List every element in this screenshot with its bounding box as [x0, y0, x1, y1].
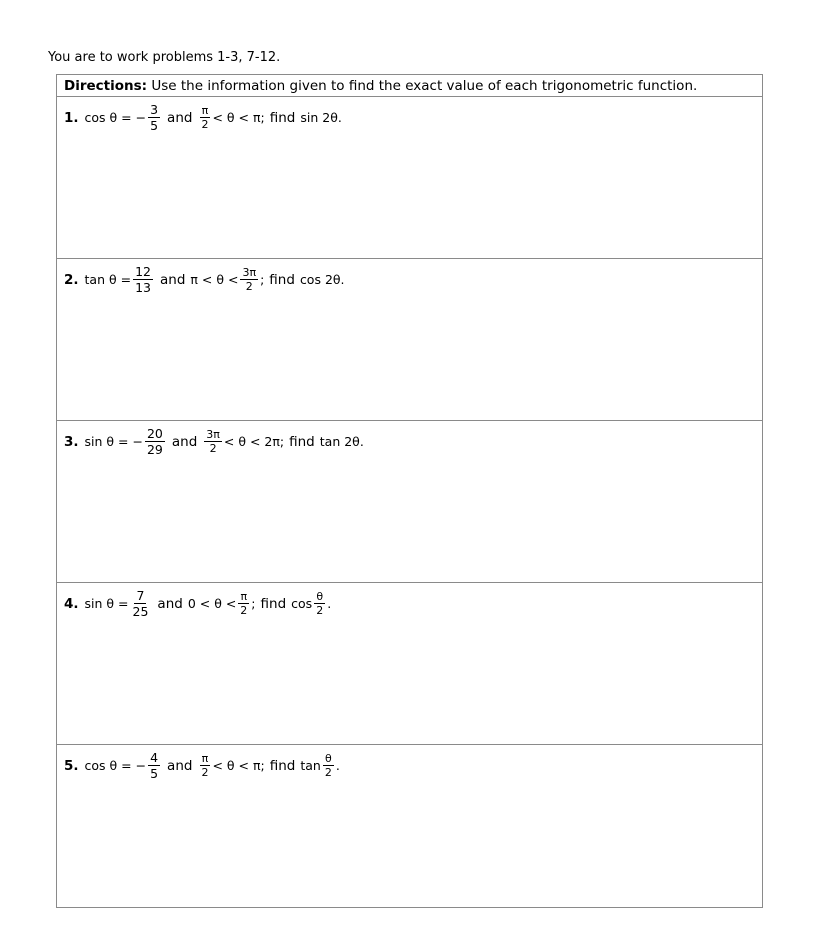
target-end: . [335, 758, 340, 773]
and-word: and [167, 109, 193, 126]
problem-1 [57, 97, 762, 259]
problem-5-statement [64, 751, 340, 780]
target-expression: cos [291, 596, 313, 611]
and-word: and [160, 271, 186, 288]
range-condition-start: 0 < θ < [187, 596, 237, 611]
find-word: find [269, 757, 296, 774]
given-fraction: $\frac{3}{5}$ [150, 102, 159, 133]
range-condition: ; [260, 272, 265, 287]
worksheet-table [56, 74, 763, 908]
assignment-note: You are to work problems 1-3, 7-12. [48, 50, 281, 65]
range-fraction: $\frac{\pi}{2}$ [201, 104, 209, 131]
target-end: . [327, 596, 332, 611]
problem-1-statement [64, 103, 342, 132]
given-fraction: $\frac{12}{13}$ [135, 264, 151, 295]
target-expression: tan 2θ. [319, 434, 364, 449]
and-word: and [171, 433, 198, 450]
target-expression: cos 2θ. [299, 272, 345, 287]
target-expression: tan [300, 758, 321, 773]
range-fraction: $\frac{3\pi}{2}$ [206, 428, 220, 455]
problem-2-statement [64, 265, 345, 294]
find-word: find [269, 109, 296, 126]
range-fraction: $\frac{\pi}{2}$ [201, 752, 209, 779]
range-fraction: $\frac{\pi}{2}$ [240, 590, 248, 617]
and-word: and [167, 757, 193, 774]
given-fraction: $\frac{20}{29}$ [146, 426, 163, 457]
given-fraction: $\frac{7}{25}$ [132, 588, 149, 619]
problem-number: 3. [64, 433, 79, 450]
range-condition: ; [251, 596, 256, 611]
given-function: cos θ = − [84, 110, 147, 125]
range-condition: < θ < π; [212, 758, 265, 773]
problem-3-statement [64, 427, 364, 456]
directions-label: Directions: [64, 78, 148, 94]
problem-number: 5. [64, 757, 79, 774]
directions-text: Use the information given to find the exact value of each trigonometric function. [151, 78, 698, 94]
given-function: tan θ = [84, 272, 132, 287]
find-word: find [260, 595, 287, 612]
range-fraction: $\frac{3\pi}{2}$ [242, 266, 257, 293]
given-function: sin θ = − [84, 434, 143, 449]
target-fraction: $\frac{\theta}{2}$ [324, 752, 332, 779]
problem-4-statement [64, 589, 331, 618]
find-word: find [269, 271, 295, 288]
problem-number: 1. [64, 109, 79, 126]
problem-3 [57, 421, 762, 583]
target-expression: sin 2θ. [300, 110, 342, 125]
problem-2 [57, 259, 762, 421]
given-fraction: $\frac{4}{5}$ [150, 750, 159, 781]
directions-row [57, 75, 762, 97]
and-word: and [157, 595, 183, 612]
given-function: cos θ = − [84, 758, 147, 773]
target-fraction: $\frac{\theta}{2}$ [316, 590, 324, 617]
given-function: sin θ = [84, 596, 129, 611]
problem-number: 2. [64, 271, 79, 288]
range-condition: < θ < π; [212, 110, 265, 125]
problem-number: 4. [64, 595, 79, 612]
problem-5 [57, 745, 762, 906]
range-condition: < θ < 2π; [223, 434, 285, 449]
find-word: find [289, 433, 315, 450]
range-condition-start: π < θ < [190, 272, 239, 287]
problem-4 [57, 583, 762, 745]
